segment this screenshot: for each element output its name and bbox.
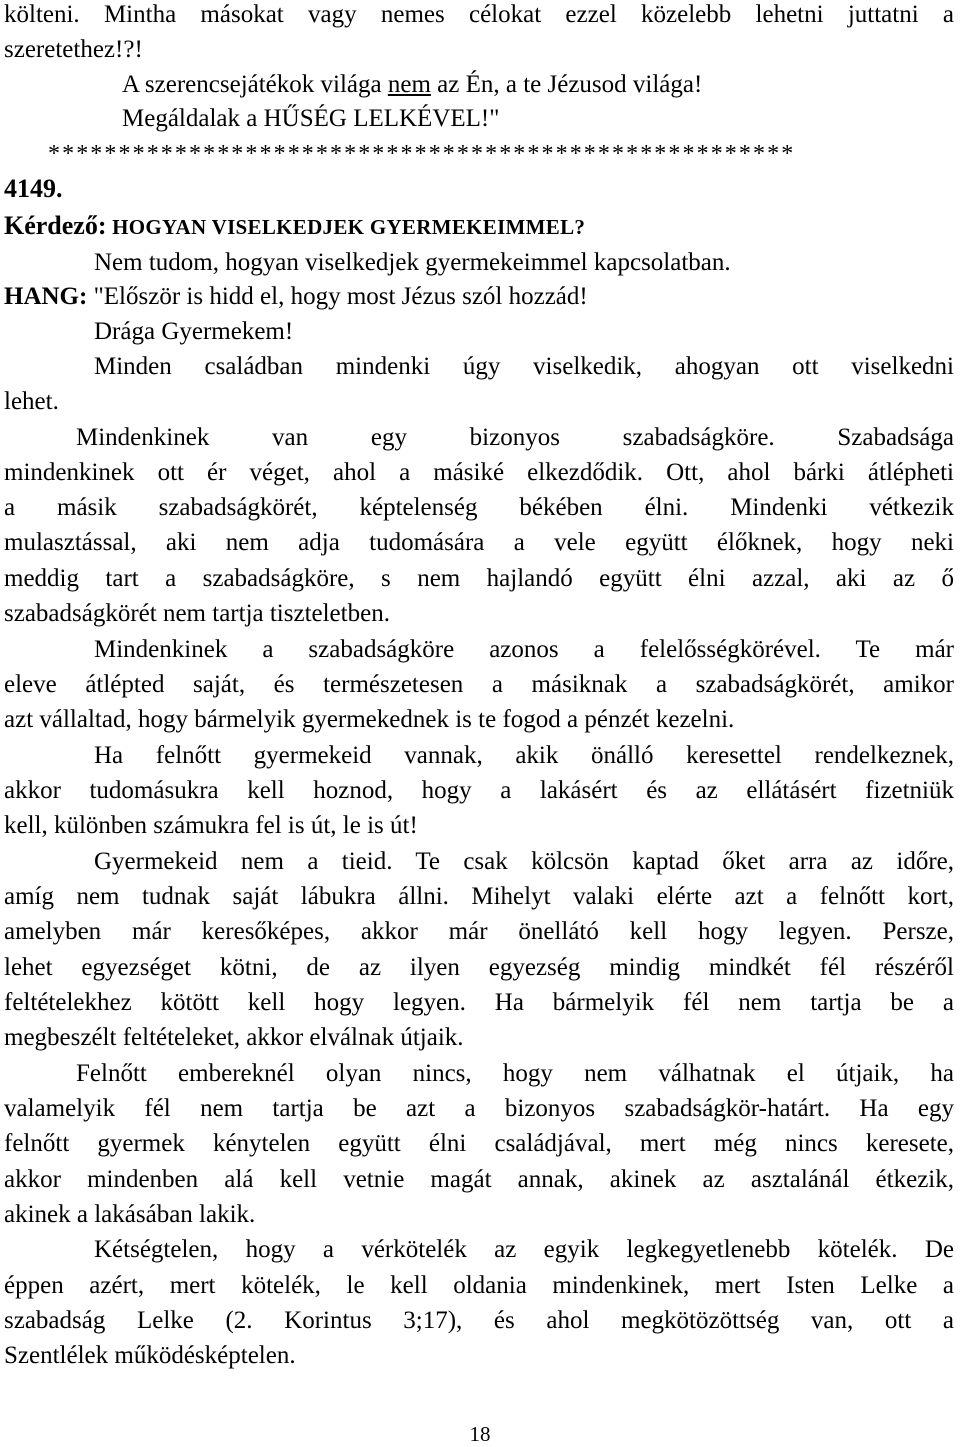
- voice-label: HANG:: [4, 283, 88, 310]
- text-line: lehet.: [4, 388, 59, 415]
- text-line: felnőtt gyermek kénytelen együtt élni családjával, mert még nincs keresete,: [4, 1130, 954, 1157]
- underlined-word: nem: [387, 71, 431, 98]
- text-line: Nem tudom, hogyan viselkedjek gyermekeimmel kapcsolatban.: [94, 249, 731, 276]
- text-line: mulasztással, aki nem adja tudomására a vele együtt élőknek, hogy neki: [4, 529, 954, 556]
- text-line: Felnőtt embereknél olyan nincs, hogy nem válhatnak el útjaik, ha: [76, 1060, 954, 1087]
- text-line: Szentlélek működésképtelen.: [4, 1342, 296, 1369]
- text-line: éppen azért, mert kötelék, le kell oldania mindenkinek, mert Isten Lelke a: [4, 1272, 954, 1299]
- text-line: Mindenkinek a szabadságköre azonos a felelősségkörével. Te már: [94, 636, 954, 663]
- text-line: meddig tart a szabadságköre, s nem hajlandó együtt élni azzal, aki az ő: [4, 565, 954, 592]
- text-line: a másik szabadságkörét, képtelenség békében élni. Mindenki vétkezik: [4, 494, 954, 521]
- text-line: feltételekhez kötött kell hogy legyen. Ha bármelyik fél nem tartja be a: [4, 989, 954, 1016]
- text-line: amíg nem tudnak saját lábukra állni. Mihelyt valaki elérte azt a felnőtt kort,: [4, 883, 954, 910]
- text-line: mindenkinek ott ér véget, ahol a másiké elkezdődik. Ott, ahol bárki átlépheti: [4, 459, 954, 486]
- text-line: eleve átlépted saját, és természetesen a másiknak a szabadságkörét, amikor: [4, 671, 954, 698]
- text-line: Mindenkinek van egy bizonyos szabadságköre. Szabadsága: [76, 424, 954, 451]
- text-line: Gyermekeid nem a tieid. Te csak kölcsön kaptad őket arra az időre,: [94, 848, 954, 875]
- question-heading: [4, 211, 954, 242]
- text-line: szabadságkörét nem tartja tiszteletben.: [4, 600, 390, 627]
- entry-number: 4149.: [4, 174, 63, 203]
- text-line: akkor tudomásukra kell hoznod, hogy a lakásért és az ellátásért fizetniük: [4, 777, 954, 804]
- text-line: [4, 70, 954, 100]
- text-line: Minden családban mindenki úgy viselkedik, ahogyan ott viselkedni: [94, 353, 954, 380]
- text-line: valamelyik fél nem tartja be azt a bizonyos szabadságkör-határt. Ha egy: [4, 1095, 954, 1122]
- text-line: szeretethez!?!: [4, 36, 143, 63]
- text-line: azt vállaltad, hogy bármelyik gyermekednek is te fogod a pénzét kezelni.: [4, 706, 735, 733]
- text-span: az Én, a te Jézusod világa!: [430, 71, 703, 98]
- question-label: Kérdező:: [4, 211, 107, 240]
- text-line: akkor mindenben alá kell vetnie magát annak, akinek az asztalánál étkezik,: [4, 1166, 954, 1193]
- text-line: szabadság Lelke (2. Korintus 3;17), és ahol megkötözöttség van, ott a: [4, 1307, 954, 1334]
- text-line: Drága Gyermekem!: [94, 318, 294, 345]
- page-number: 18: [469, 1422, 491, 1446]
- text-line: amelyben már keresőképes, akkor már önellátó kell hogy legyen. Persze,: [4, 918, 954, 945]
- text-line: [4, 282, 954, 312]
- separator-stars: *****************************************************: [48, 141, 796, 167]
- text-line: Ha felnőtt gyermekeid vannak, akik önálló keresettel rendelkeznek,: [94, 742, 954, 769]
- question-title: HOGYAN VISELKEDJEK GYERMEKEIMMEL?: [106, 215, 586, 239]
- text-span: "Először is hidd el, hogy most Jézus szól hozzád!: [87, 283, 588, 310]
- text-line: lehet egyezséget kötni, de az ilyen egyezség mindig mindkét fél részéről: [4, 954, 954, 981]
- text-line: Megáldalak a HŰSÉG LELKÉVEL!": [122, 105, 500, 132]
- text-line: költeni. Mintha másokat vagy nemes célokat ezzel közelebb lehetni juttatni a: [4, 1, 954, 28]
- text-line: akinek a lakásában lakik.: [4, 1201, 256, 1228]
- text-span: A szerencsejátékok világa: [122, 71, 388, 98]
- text-line: Kétségtelen, hogy a vérkötelék az egyik legkegyetlenebb kötelék. De: [94, 1236, 954, 1263]
- text-line: megbeszélt feltételeket, akkor elválnak útjaik.: [4, 1024, 464, 1051]
- text-line: kell, különben számukra fel is út, le is út!: [4, 812, 418, 839]
